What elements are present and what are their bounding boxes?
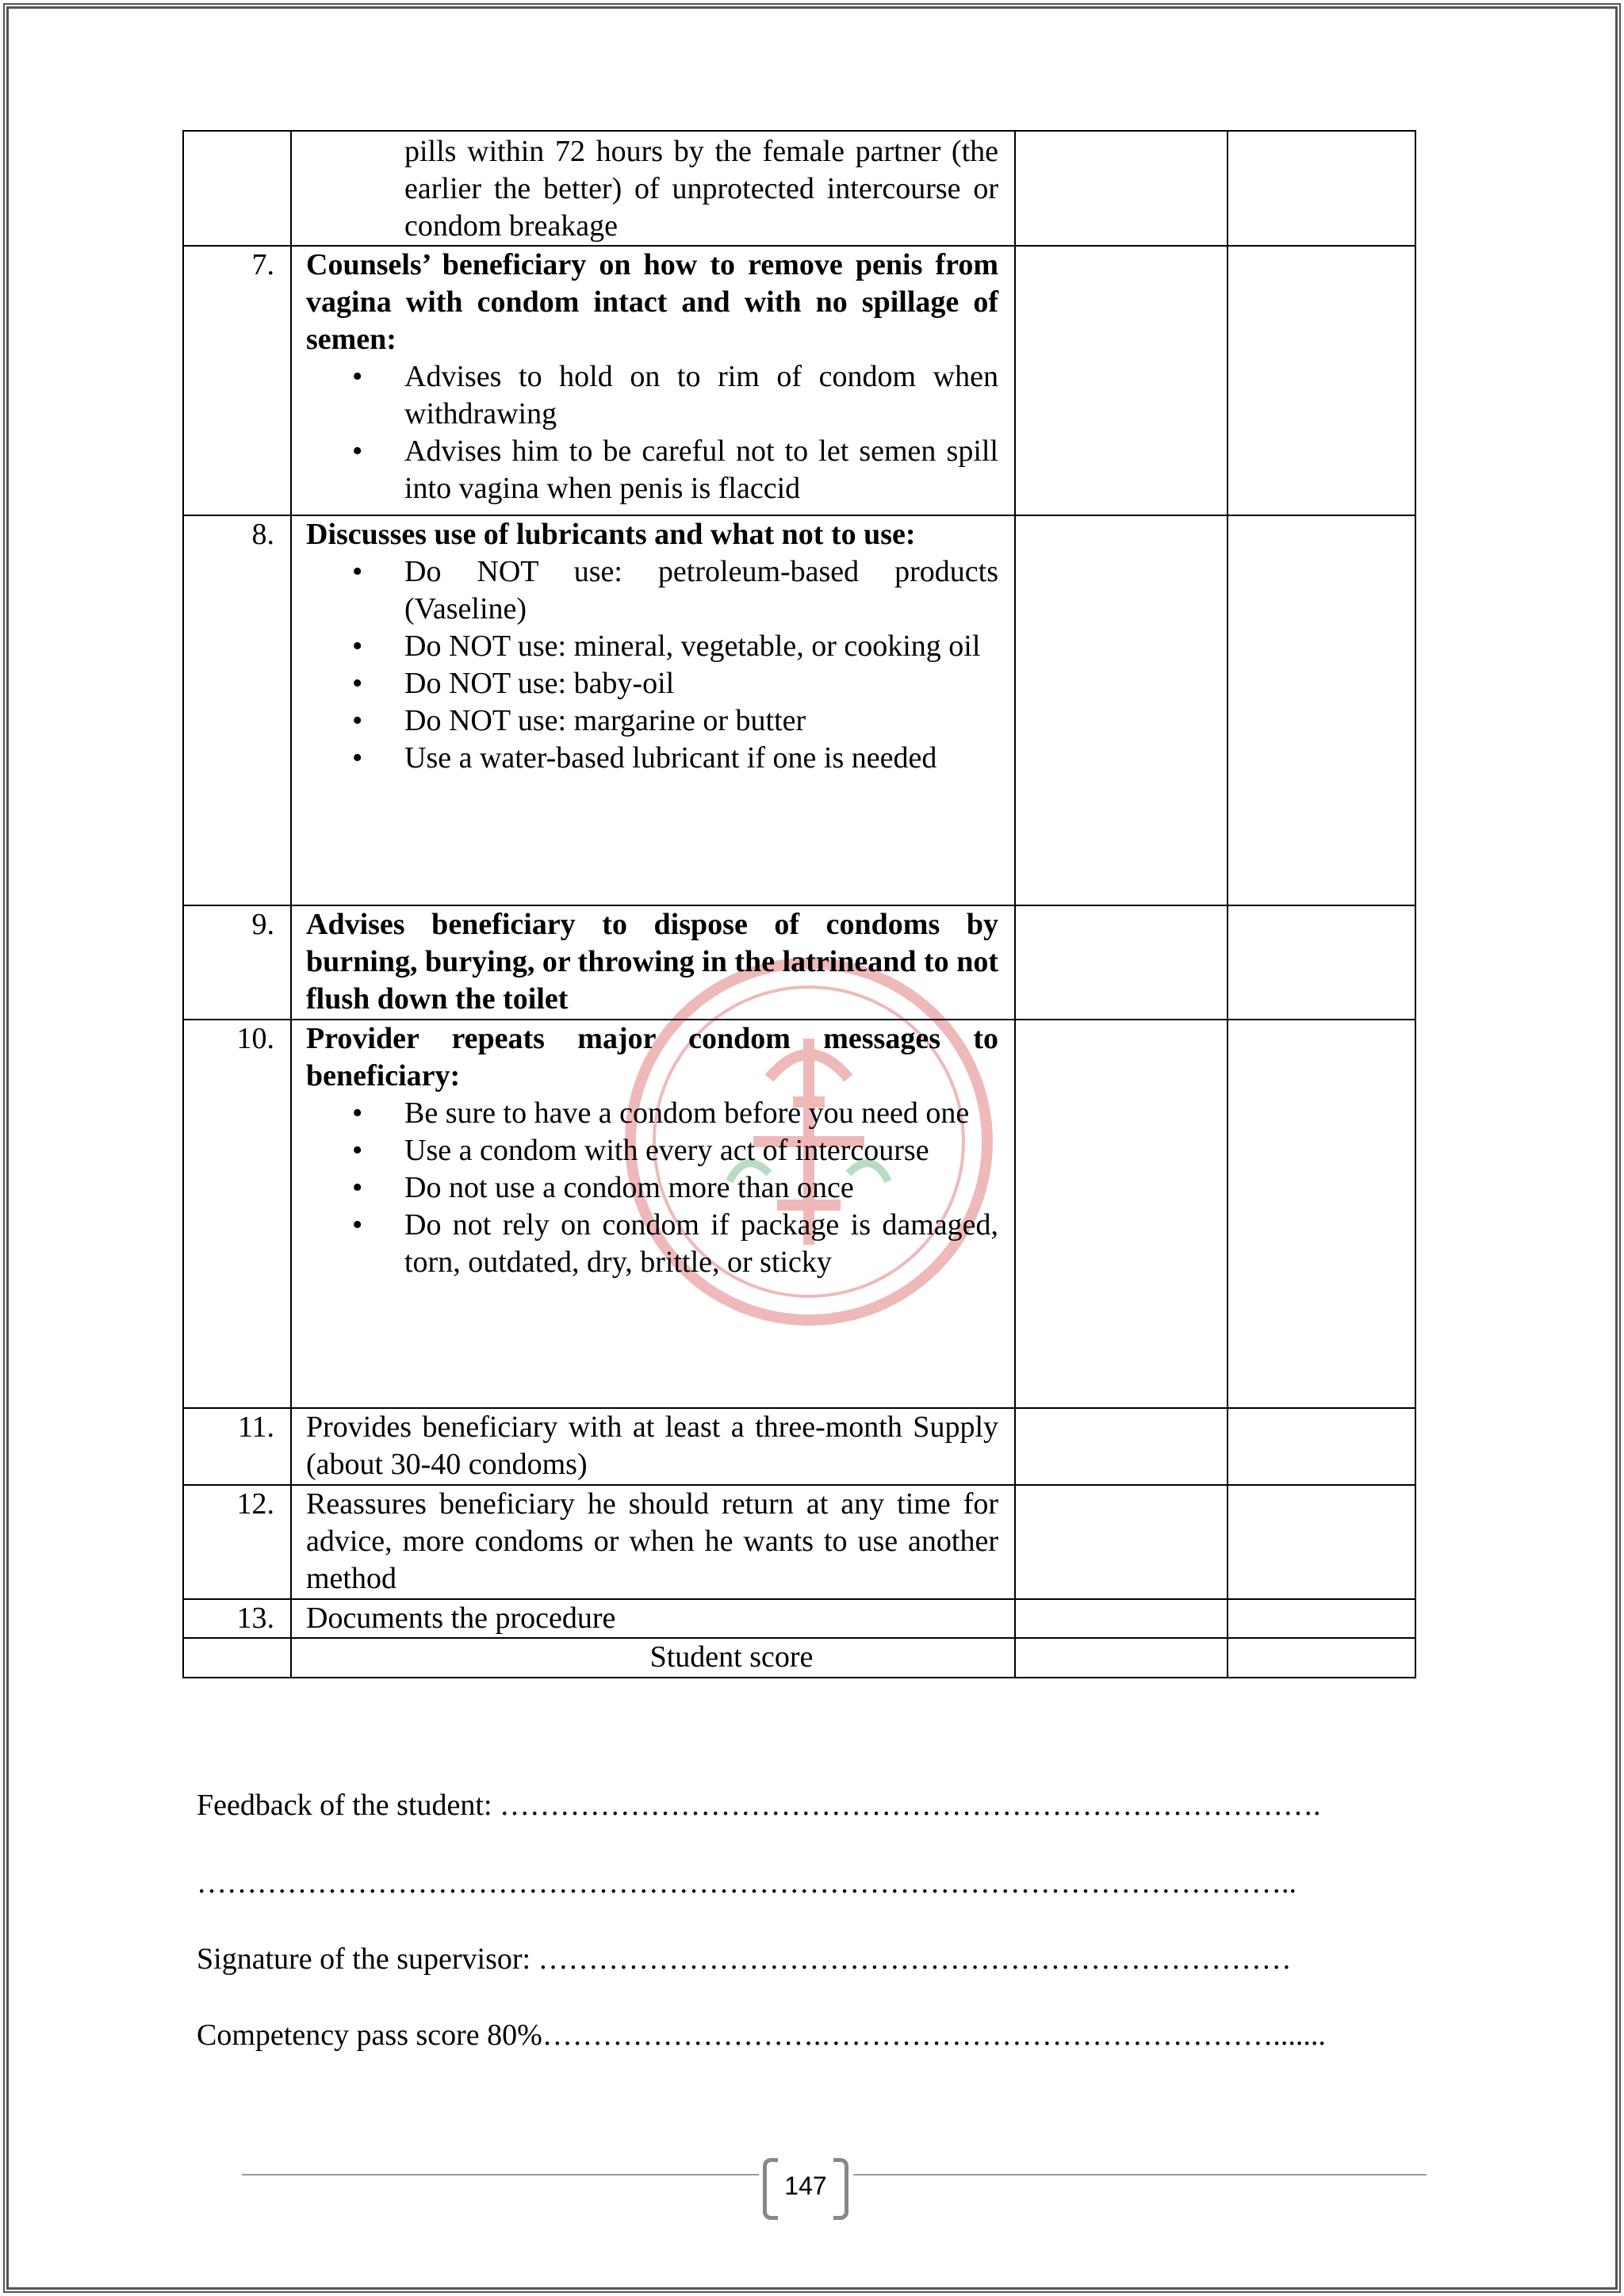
score-cell-b: [1228, 1408, 1415, 1485]
task-cell: [291, 246, 1015, 515]
feedback-dotted-line: ………………………………………………………………………………………………..: [197, 1866, 1297, 1900]
score-cell-b: [1228, 1599, 1415, 1638]
footer-rule-left: [242, 2174, 759, 2175]
list-item: • Do NOT use: margarine or butter: [404, 702, 998, 740]
row-number: 7.: [183, 246, 291, 515]
task-heading: Advises beneficiary to dispose of condoms by burning, burying, or throwing in the latrineand to not flush down the toilet: [306, 908, 998, 1016]
score-cell-b: [1228, 515, 1415, 905]
row-number: 9.: [183, 905, 291, 1020]
score-cell-a: [1015, 1408, 1228, 1485]
table-row: [183, 131, 1415, 246]
task-cell: [291, 1408, 1015, 1485]
bullet-list: [306, 358, 998, 507]
procedure-checklist-table: [182, 130, 1416, 1678]
task-text: Documents the procedure: [306, 1601, 616, 1635]
task-heading: Provider repeats major condom messages to beneficiary:: [306, 1022, 998, 1093]
table-row: [183, 1599, 1415, 1638]
list-item: • Be sure to have a condom before you need one: [404, 1095, 998, 1132]
table-row: [183, 1020, 1415, 1408]
competency-pass-score-line: Competency pass score 80%……………………….……………………………………….......: [197, 2019, 1326, 2052]
score-cell-a: [1015, 905, 1228, 1020]
bullet-list: [306, 553, 998, 777]
score-cell-b: [1228, 131, 1415, 246]
task-cell: [291, 1485, 1015, 1599]
row-number: 12.: [183, 1485, 291, 1599]
student-score-row: [183, 1638, 1415, 1678]
list-item: • Do NOT use: baby-oil: [404, 665, 998, 702]
task-heading: Counsels’ beneficiary on how to remove penis from vagina with condom intact and with no spillage of semen:: [306, 248, 998, 356]
table-row: [183, 905, 1415, 1020]
score-cell-b: [1228, 1020, 1415, 1408]
task-text: Reassures beneficiary he should return at any time for advice, more condoms or when he wants to use another method: [306, 1487, 998, 1595]
score-cell-a: [1015, 131, 1228, 246]
list-item: • Do NOT use: mineral, vegetable, or cooking oil: [404, 628, 998, 665]
score-label-cell: [291, 1638, 1015, 1678]
task-text: Provides beneficiary with at least a three-month Supply (about 30-40 condoms): [306, 1410, 998, 1481]
score-cell-b: [1228, 905, 1415, 1020]
student-score-label: Student score: [649, 1640, 814, 1674]
supervisor-signature-line: Signature of the supervisor: …………………………………………………………………: [197, 1942, 1292, 1976]
score-cell-a: [1015, 1599, 1228, 1638]
page-number-box: [763, 2158, 848, 2214]
task-heading: Discusses use of lubricants and what not to use:: [306, 518, 916, 551]
row-number: [183, 131, 291, 246]
row-number: 11.: [183, 1408, 291, 1485]
list-item: • Use a condom with every act of intercourse: [404, 1132, 998, 1169]
list-item: • Advises him to be careful not to let semen spill into vagina when penis is flaccid: [404, 433, 998, 507]
page-number: 147: [784, 2172, 827, 2200]
task-cell: [291, 1599, 1015, 1638]
bracket-left-icon: [763, 2158, 778, 2220]
footer-rule-right: [853, 2174, 1427, 2175]
list-item: • Advises to hold on to rim of condom when withdrawing: [404, 358, 998, 433]
task-cell: [291, 131, 1015, 246]
row-number: 10.: [183, 1020, 291, 1408]
score-cell-a: [1015, 1020, 1228, 1408]
table-row: [183, 1485, 1415, 1599]
score-cell-a: [1015, 1485, 1228, 1599]
feedback-line: Feedback of the student: ……………………………………………………………………….: [197, 1789, 1321, 1822]
score-cell-a: [1015, 246, 1228, 515]
bracket-right-icon: [833, 2158, 848, 2220]
score-cell-a: [1015, 515, 1228, 905]
row-number: 13.: [183, 1599, 291, 1638]
task-cell: [291, 1020, 1015, 1408]
continued-bullet-text: pills within 72 hours by the female partner (the earlier the better) of unprotected intercourse or condom breakage: [404, 135, 998, 243]
list-item: • Do not rely on condom if package is damaged, torn, outdated, dry, brittle, or sticky: [404, 1207, 998, 1281]
task-cell: [291, 905, 1015, 1020]
score-cell-b[interactable]: [1228, 1638, 1415, 1678]
row-number: 8.: [183, 515, 291, 905]
score-row-number: [183, 1638, 291, 1678]
score-cell-b: [1228, 1485, 1415, 1599]
list-item: • Use a water-based lubricant if one is needed: [404, 740, 998, 777]
task-cell: [291, 515, 1015, 905]
list-item: • Do NOT use: petroleum-based products (Vaseline): [404, 553, 998, 628]
bullet-list: [306, 1095, 998, 1281]
score-cell-a[interactable]: [1015, 1638, 1228, 1678]
table-row: [183, 246, 1415, 515]
table-row: [183, 1408, 1415, 1485]
score-cell-b: [1228, 246, 1415, 515]
list-item: • Do not use a condom more than once: [404, 1169, 998, 1207]
table-row: [183, 515, 1415, 905]
